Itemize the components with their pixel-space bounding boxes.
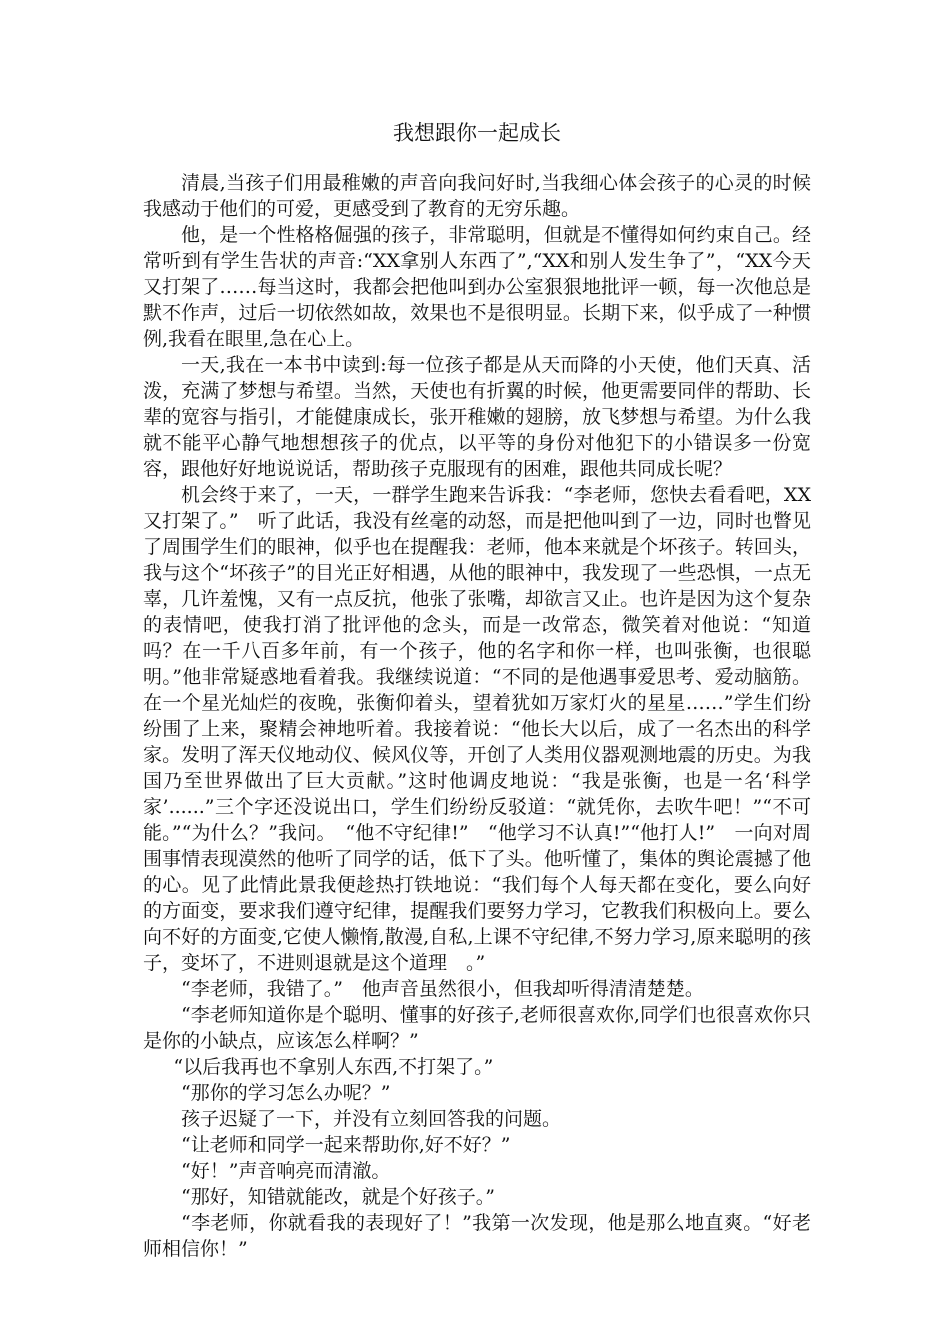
paragraph-12: “那好，知错就能改，就是个好孩子。” [181, 1186, 495, 1208]
paragraph-7: “以后我再也不拿别人东西,不打架了。” [173, 1056, 494, 1078]
paragraph-13: “李老师，你就看我的表现好了！”我第一次发现，他是那么地直爽。“好老师相信你！” [143, 1212, 811, 1260]
paragraph-1: 清晨,当孩子们用最稚嫩的声音向我问好时,当我细心体会孩子的心灵的时候我感动于他们的可爱，更感受到了教育的无穷乐趣。 [143, 172, 811, 220]
paragraph-11: “好！”声音响亮而清澈。 [181, 1160, 391, 1182]
document-title: 我想跟你一起成长 [393, 121, 561, 145]
paragraph-10: “让老师和同学一起来帮助你,好不好？” [181, 1134, 511, 1156]
paragraph-4: 机会终于来了，一天，一群学生跑来告诉我：“李老师，您快去看看吧，XX又打架了。” 听了此话，我没有丝毫的动怒，而是把他叫到了一边，同时也瞥见了周围学生们的眼神，似乎也在提醒我：老师，他本来就是个坏孩子。转回头，我与这个“坏孩子”的目光正好相遇，从他的眼神中，我发现了一些恐惧，一点无辜，几许羞愧，又有一点反抗，他张了张嘴，却欲言又止。也许是因为这个复杂的表情吧，使我打消了批评他的念头，而是一改常态，微笑着对他说：“知道吗？在一千八百多年前，有一个孩子，他的名字和你一样，也叫张衡，也很聪明。”他非常疑惑地看着我。我继续说道：“不同的是他遇事爱思考、爱动脑筋。在一个星光灿烂的夜晚，张衡仰着头，望着犹如万家灯火的星星……”学生们纷纷围了上来，聚精会神地听着。我接着说：“他长大以后，成了一名杰出的科学家。发明了浑天仪地动仪、候风仪等，开创了人类用仪器观测地震的历史。为我国乃至世界做出了巨大贡献。”这时他调皮地说：“我是张衡，也是一名‘科学家’......”三个字还没说出口，学生们纷纷反驳道：“就凭你，去吹牛吧！”“不可能。”“为什么？”我问。 “他不守纪律!” “他学习不认真!”“他打人!” 一向对周围事情表现漠然的他听了同学的话，低下了头。他听懂了，集体的舆论震撼了他的心。见了此情此景我便趁热打铁地说：“我们每个人每天都在变化，要么向好的方面变，要求我们遵守纪律，提醒我们要努力学习，它教我们积极向上。要么向不好的方面变,它使人懒惰,散漫,自私,上课不守纪律,不努力学习,原来聪明的孩子，变坏了，不进则退就是这个道理 。” [143, 484, 811, 974]
paragraph-3: 一天,我在一本书中读到:每一位孩子都是从天而降的小天使，他们天真、活泼，充满了梦想与希望。当然，天使也有折翼的时候，他更需要同伴的帮助、长辈的宽容与指引，才能健康成长，张开稚嫩的翅膀，放飞梦想与希望。为什么我就不能平心静气地想想孩子的优点，以平等的身份对他犯下的小错误多一份宽容，跟他好好地说说话，帮助孩子克服现有的困难，跟他共同成长呢？ [143, 354, 811, 480]
paragraph-5: “李老师，我错了。” 他声音虽然很小，但我却听得清清楚楚。 [181, 978, 704, 1000]
paragraph-2: 他，是一个性格格倔强的孩子，非常聪明，但就是不懂得如何约束自己。经常听到有学生告状的声音:“XX拿别人东西了”,“XX和别人发生争了”，“XX今天又打架了……每当这时，我都会把他叫到办公室狠狠地批评一顿，每一次他总是默不作声，过后一切依然如故，效果也不是很明显。长期下来，似乎成了一种惯例,我看在眼里,急在心上。 [143, 224, 811, 350]
document-page [143, 118, 811, 1262]
paragraph-9: 孩子迟疑了一下，并没有立刻回答我的问题。 [181, 1108, 562, 1130]
paragraph-8: “那你的学习怎么办呢？” [181, 1082, 391, 1104]
paragraph-6: “李老师知道你是个聪明、懂事的好孩子,老师很喜欢你,同学们也很喜欢你只是你的小缺点，应该怎么样啊？” [143, 1004, 811, 1052]
